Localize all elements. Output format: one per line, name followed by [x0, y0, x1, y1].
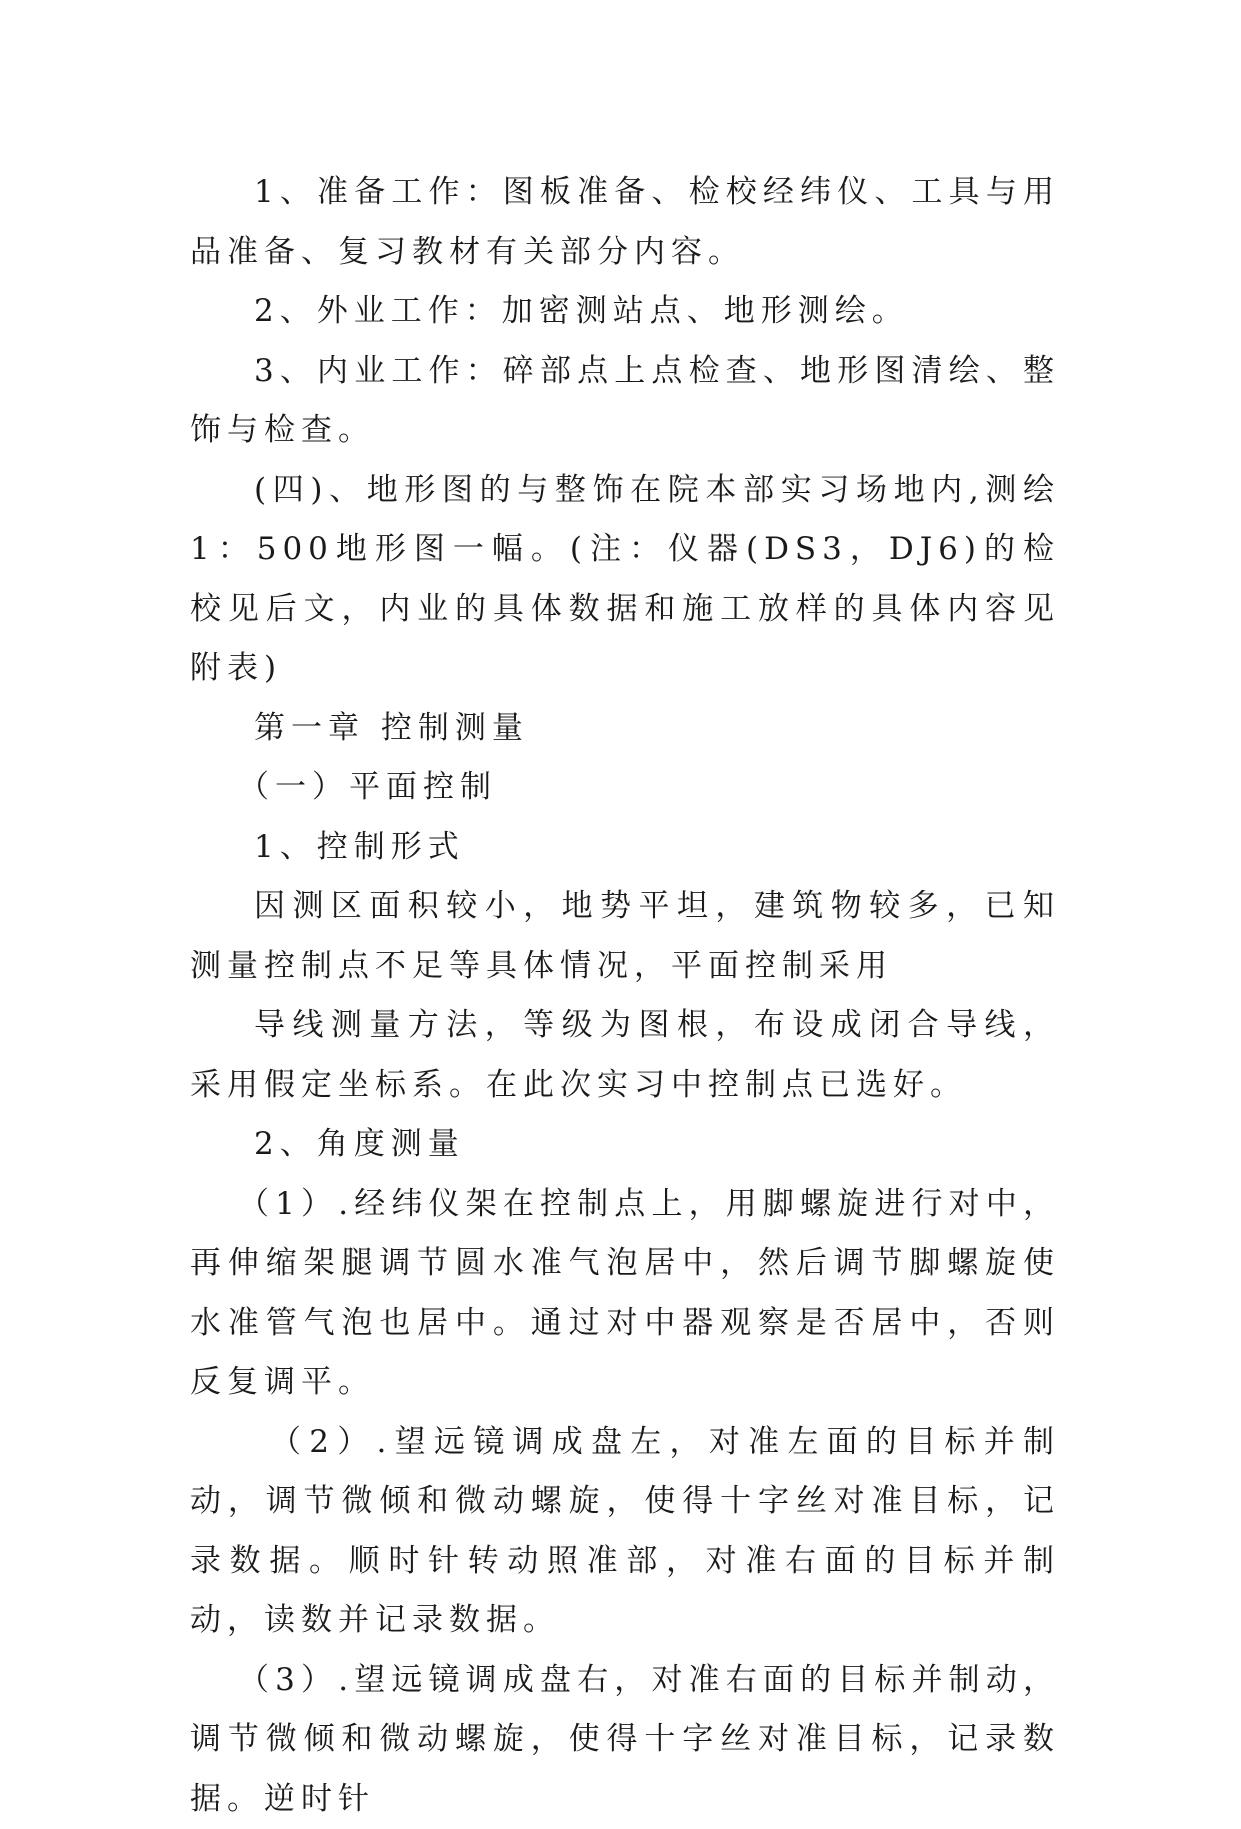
paragraph-step-2: （2）.望远镜调成盘左，对准左面的目标并制动，调节微倾和微动螺旋，使得十字丝对准目标，记录数据。顺时针转动照准部，对准右面的目标并制动，读数并记录数据。 [190, 1413, 1060, 1651]
section-heading: （一）平面控制 [190, 758, 1060, 818]
document-body [190, 163, 1060, 1829]
chapter-heading: 第一章 控制测量 [190, 699, 1060, 759]
paragraph-topographic-map: (四)、地形图的与整饰在院本部实习场地内,测绘1：500地形图一幅。(注：仪器(DS3，DJ6)的检校见后文，内业的具体数据和施工放样的具体内容见附表) [190, 461, 1060, 699]
subsection-heading-control-form: 1、控制形式 [190, 818, 1060, 878]
paragraph-traverse-method: 导线测量方法，等级为图根，布设成闭合导线，采用假定坐标系。在此次实习中控制点已选好。 [190, 996, 1060, 1115]
paragraph-field-work: 2、外业工作：加密测站点、地形测绘。 [190, 282, 1060, 342]
paragraph-office-work: 3、内业工作：碎部点上点检查、地形图清绘、整饰与检查。 [190, 342, 1060, 461]
paragraph-survey-area: 因测区面积较小，地势平坦，建筑物较多，已知测量控制点不足等具体情况，平面控制采用 [190, 877, 1060, 996]
paragraph-preparation: 1、准备工作：图板准备、检校经纬仪、工具与用品准备、复习教材有关部分内容。 [190, 163, 1060, 282]
subsection-heading-angle-measurement: 2、角度测量 [190, 1115, 1060, 1175]
paragraph-step-1: （1）.经纬仪架在控制点上，用脚螺旋进行对中，再伸缩架腿调节圆水准气泡居中，然后调节脚螺旋使水准管气泡也居中。通过对中器观察是否居中，否则反复调平。 [190, 1175, 1060, 1413]
paragraph-step-3: （3）.望远镜调成盘右，对准右面的目标并制动，调节微倾和微动螺旋，使得十字丝对准目标，记录数据。逆时针 [190, 1651, 1060, 1829]
